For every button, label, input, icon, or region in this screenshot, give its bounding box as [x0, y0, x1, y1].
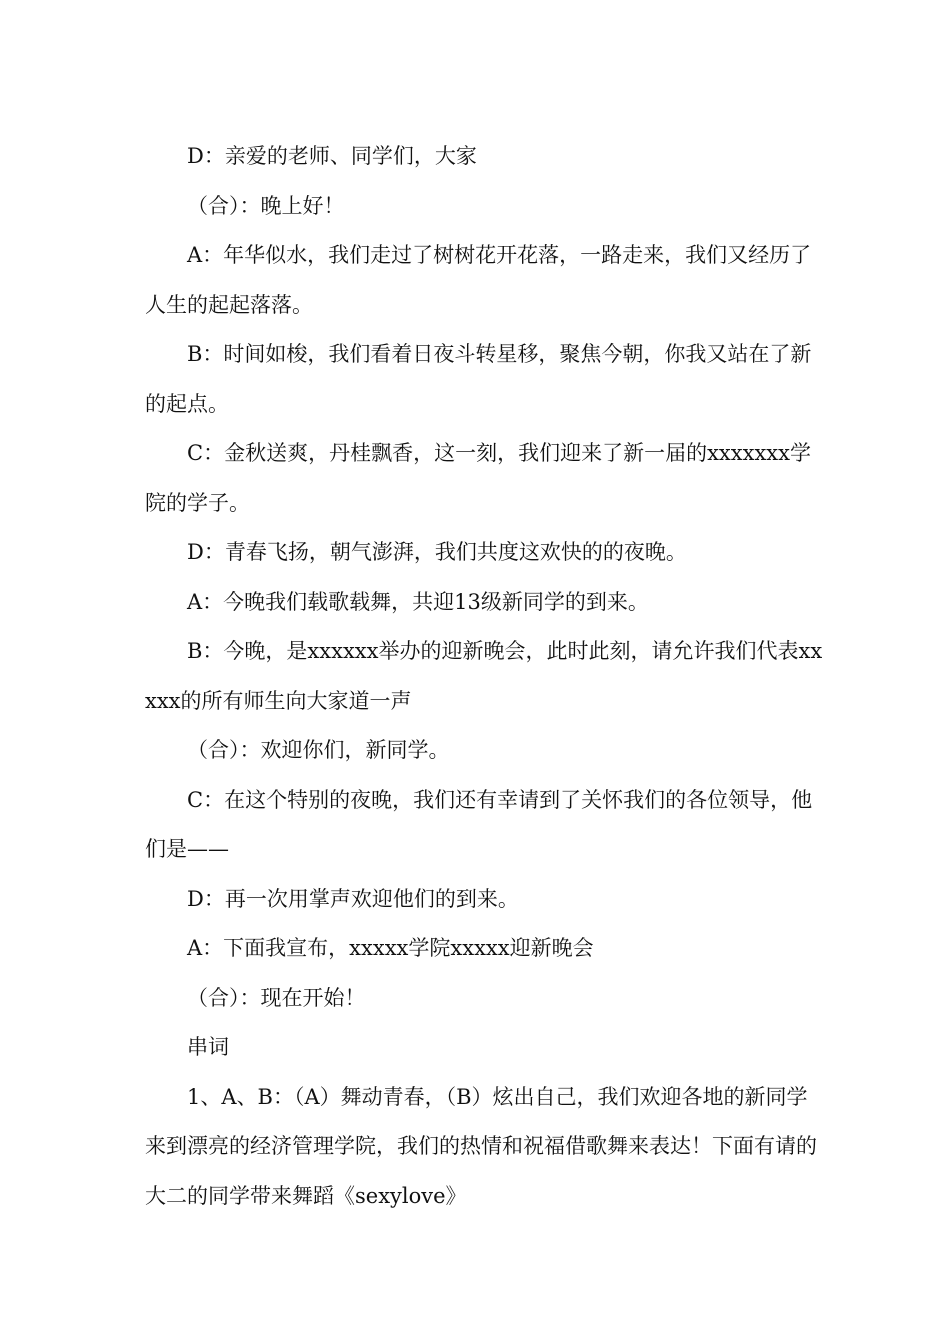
paragraph-a-tonight: A：今晚我们载歌载舞，共迎13级新同学的到来。: [187, 589, 649, 614]
paragraph-a-years: A：年华似水，我们走过了树树花开花落，一路走来，我们又经历了人生的起起落落。: [145, 243, 812, 317]
paragraph-d-youth: D：青春飞扬，朝气澎湃，我们共度这欢快的的夜晚。: [187, 540, 687, 564]
paragraph-b-time: B：时间如梭，我们看着日夜斗转星移，聚焦今朝，你我又站在了新的起点。: [145, 342, 812, 416]
document-body: [145, 132, 825, 1221]
paragraph-c-leaders: C：在这个特别的夜晚，我们还有幸请到了关怀我们的各位领导，他们是——: [145, 787, 813, 861]
paragraph-chorus-welcome: （合）：欢迎你们，新同学。: [187, 738, 450, 762]
paragraph-item-1: 1、A、B：（A）舞动青春，（B）炫出自己，我们欢迎各地的新同学来到漂亮的经济管理学院，我们的热情和祝福借歌舞来表达！下面有请的大二的同学带来舞蹈《sexylove》: [145, 1084, 817, 1208]
paragraph-d-greeting: D：亲爱的老师、同学们，大家: [187, 144, 477, 168]
paragraph-c-autumn: C：金秋送爽，丹桂飘香，这一刻，我们迎来了新一届的xxxxxxx学院的学子。: [145, 441, 811, 515]
paragraph-a-announce: A：下面我宣布，xxxxx学院xxxxx迎新晚会: [187, 936, 594, 960]
paragraph-chorus-start: （合）：现在开始！: [187, 985, 366, 1010]
paragraph-chorus-good-evening: （合）：晚上好！: [187, 193, 345, 218]
section-heading-chuanci: 串词: [187, 1035, 229, 1059]
paragraph-b-welcome-party: B：今晚，是xxxxxx举办的迎新晚会，此时此刻，请允许我们代表xxxxx的所有师生向大家道一声: [145, 639, 823, 713]
paragraph-d-applause: D：再一次用掌声欢迎他们的到来。: [187, 886, 519, 911]
